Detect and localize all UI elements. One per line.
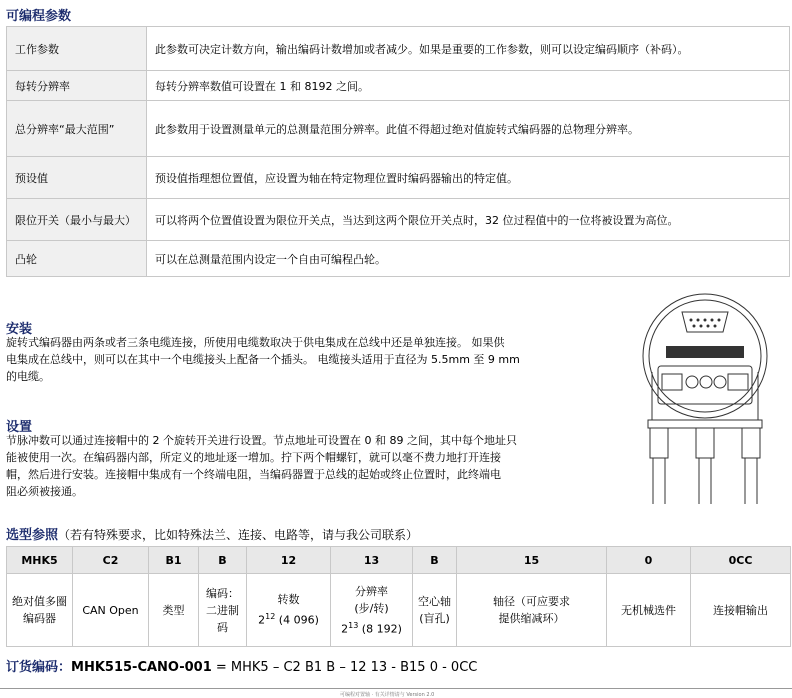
install-title: 安装 bbox=[6, 322, 33, 337]
desc-line: CAN Open bbox=[82, 603, 139, 617]
param-key: 每转分辨率 bbox=[7, 71, 147, 101]
desc-line: 空心轴 bbox=[418, 595, 451, 608]
selection-title: 选型参照 bbox=[6, 528, 59, 543]
desc-cell bbox=[691, 574, 791, 647]
desc-cell bbox=[199, 574, 247, 647]
setup-line: 能被使用一次。在编码器内部，所定义的地址逐一增加。拧下两个帽螺钉，就可以毫不费力地打开连接 bbox=[6, 451, 501, 464]
order-code-line bbox=[6, 656, 477, 675]
desc-line: 类型 bbox=[162, 603, 185, 617]
code-row bbox=[7, 547, 791, 574]
desc-line: 无机械选件 bbox=[621, 603, 676, 617]
param-value: 预设值指理想位置值，应设置为轴在特定物理位置时编码器输出的特定值。 bbox=[147, 157, 790, 199]
desc-cell bbox=[7, 574, 73, 647]
power-exp: 13 bbox=[348, 620, 359, 630]
code-cell: B bbox=[413, 547, 457, 574]
desc-line bbox=[333, 617, 410, 638]
desc-cell bbox=[149, 574, 199, 647]
code-cell: C2 bbox=[73, 547, 149, 574]
param-key: 预设值 bbox=[7, 157, 147, 199]
desc-value: (4 096) bbox=[278, 613, 319, 627]
param-key: 凸轮 bbox=[7, 241, 147, 277]
param-row bbox=[7, 199, 790, 241]
desc-line: 轴径（可应要求 bbox=[493, 595, 570, 608]
desc-line: 绝对值多圈 bbox=[12, 595, 67, 608]
code-cell: MHK5 bbox=[7, 547, 73, 574]
param-row bbox=[7, 157, 790, 199]
param-value: 此参数用于设置测量单元的总测量范围分辨率。此值不得超过绝对值旋转式编码器的总物理分辨率。 bbox=[147, 101, 790, 157]
param-key: 总分辨率“最大范围” bbox=[7, 101, 147, 157]
param-key: 限位开关（最小与最大） bbox=[7, 199, 147, 241]
desc-line: (盲孔) bbox=[419, 612, 450, 625]
setup-line: 帽，然后进行安装。连接帽中集成有一个终端电阻，当编码器置于总线的起始或终止位置时，此终端电 bbox=[6, 468, 501, 481]
param-row bbox=[7, 27, 790, 71]
param-key: 工作参数 bbox=[7, 27, 147, 71]
description-row bbox=[7, 574, 791, 647]
desc-line: 转数 bbox=[277, 593, 300, 607]
install-line: 旋转式编码器由两条或者三条电缆连接，所使用电缆数取决于供电集成在总线中还是单独连接。 如果供 bbox=[6, 336, 505, 349]
install-text bbox=[6, 334, 554, 385]
desc-line bbox=[249, 608, 328, 629]
setup-line: 节脉冲数可以通过连接帽中的 2 个旋转开关进行设置。节点地址可设置在 0 和 89 之间，其中每个地址只 bbox=[6, 434, 517, 447]
setup-text bbox=[6, 432, 554, 500]
programmable-params-table bbox=[6, 26, 790, 277]
code-cell: 0CC bbox=[691, 547, 791, 574]
install-line: 电集成在总线中，则可以在其中一个电缆接头上配备一个插头。 电缆接头适用于直径为 5.5mm 至 9 mm bbox=[6, 353, 520, 366]
encoder-drawing bbox=[628, 292, 782, 512]
desc-line: 二进制码 bbox=[206, 603, 239, 634]
code-cell: B1 bbox=[149, 547, 199, 574]
param-value: 可以在总测量范围内设定一个自由可编程凸轮。 bbox=[147, 241, 790, 277]
setup-title: 设置 bbox=[6, 420, 33, 435]
code-cell: B bbox=[199, 547, 247, 574]
power-base: 2 bbox=[341, 622, 349, 636]
desc-cell bbox=[457, 574, 607, 647]
desc-line: 分辨率 bbox=[355, 584, 388, 598]
selection-note: （若有特殊要求，比如特殊法兰、连接、电路等，请与我公司联系） bbox=[58, 528, 419, 542]
param-row bbox=[7, 71, 790, 101]
install-line: 的电缆。 bbox=[6, 370, 50, 383]
desc-cell bbox=[331, 574, 413, 647]
code-cell: 15 bbox=[457, 547, 607, 574]
param-value: 此参数可决定计数方向，输出编码计数增加或者减少。如果是重要的工作参数，则可以设定编码顺序（补码）。 bbox=[147, 27, 790, 71]
selection-heading bbox=[6, 524, 418, 543]
desc-line: (步/转) bbox=[354, 601, 389, 615]
power-exp: 12 bbox=[265, 612, 276, 622]
desc-cell bbox=[247, 574, 331, 647]
programmable-title: 可编程参数 bbox=[6, 9, 72, 24]
param-row bbox=[7, 101, 790, 157]
param-value: 每转分辨率数值可设置在 1 和 8192 之间。 bbox=[147, 71, 790, 101]
desc-line: 连接帽输出 bbox=[713, 603, 768, 617]
code-cell: 13 bbox=[331, 547, 413, 574]
desc-line: 编码： bbox=[206, 586, 239, 600]
desc-line: 提供缩减环） bbox=[498, 612, 565, 625]
desc-cell bbox=[607, 574, 691, 647]
footer-rule bbox=[0, 688, 792, 689]
desc-value: (8 192) bbox=[361, 622, 402, 636]
desc-cell bbox=[413, 574, 457, 647]
order-code: MHK515-CANO-001 bbox=[71, 660, 212, 675]
selection-table bbox=[6, 546, 791, 647]
param-row bbox=[7, 241, 790, 277]
footer-text: 可编程对置轴 · 有关详情请与 Version 2.0 bbox=[340, 692, 435, 698]
param-value: 可以将两个位置值设置为限位开关点，当达到这两个限位开关点时，32 位过程值中的一位将被设置为高位。 bbox=[147, 199, 790, 241]
desc-line: 编码器 bbox=[23, 612, 56, 625]
order-rest: = MHK5 – C2 B1 B – 12 13 - B15 0 - 0CC bbox=[211, 660, 478, 675]
setup-line: 阻必须被接通。 bbox=[6, 485, 83, 498]
desc-cell bbox=[73, 574, 149, 647]
code-cell: 0 bbox=[607, 547, 691, 574]
order-label: 订货编码： bbox=[6, 660, 72, 675]
power-base: 2 bbox=[258, 613, 266, 627]
code-cell: 12 bbox=[247, 547, 331, 574]
